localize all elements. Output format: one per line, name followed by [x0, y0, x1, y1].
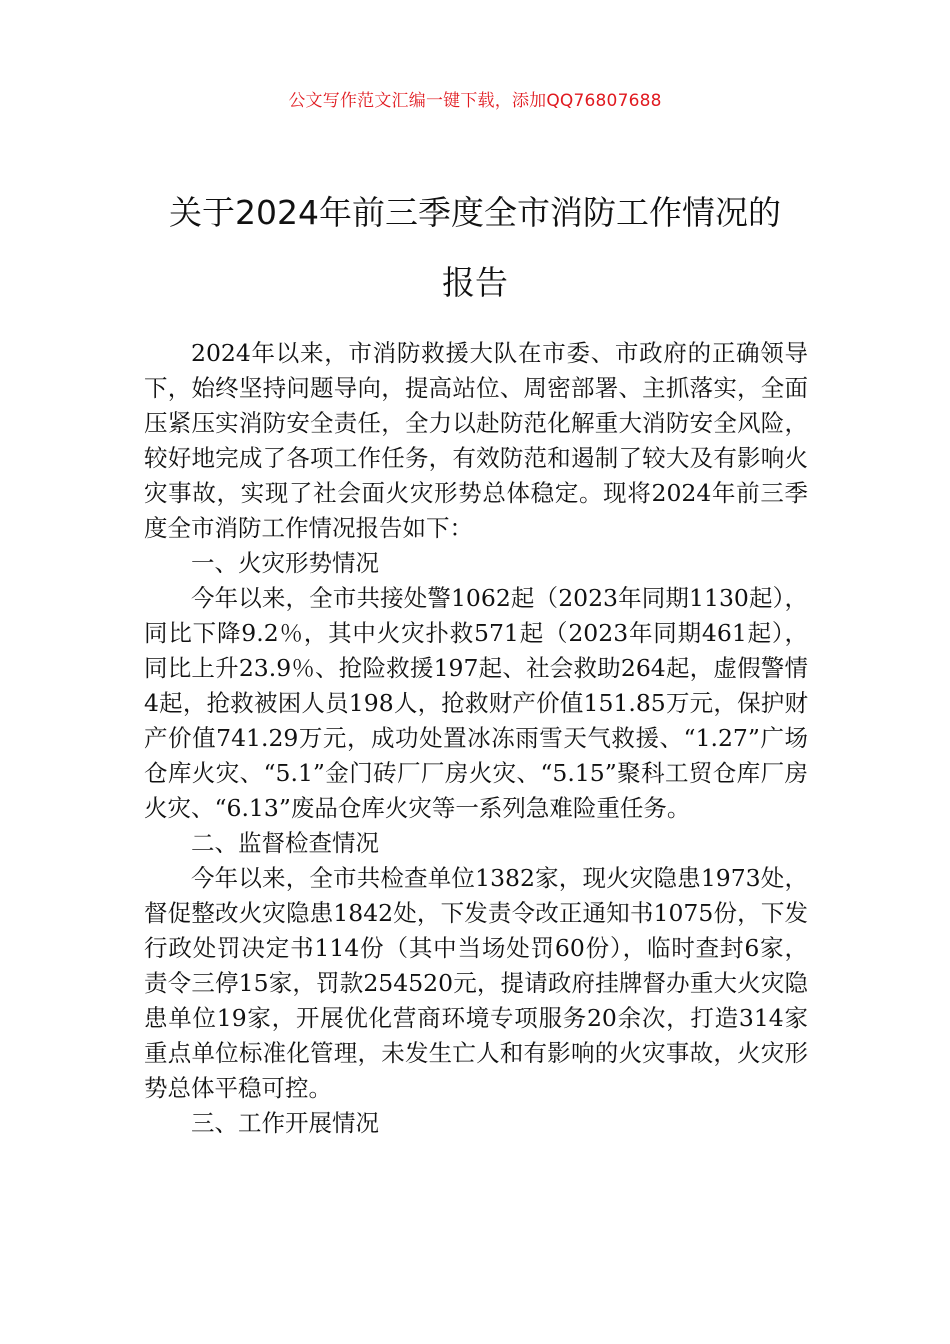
title-line-2: 报告 — [442, 263, 508, 302]
section-heading: 一、火灾形势情况 — [191, 549, 379, 577]
section-heading: 三、工作开展情况 — [191, 1109, 379, 1137]
document-title — [120, 178, 830, 318]
section-paragraph: 今年以来，全市共接处警1062起（2023年同期1130起），同比下降9.2％，其中火灾扑救571起（2023年同期461起），同比上升23.9％、抢险救援197起、社会救助264起，虚假警情4起，抢救被困人员198人，抢救财产价值151.85万元，保护财产价值741.29万元，成功处置冰冻雨雪天气救援、“1.27”广场仓库火灾、“5.1”金门砖厂厂房火灾、“5.15”聚科工贸仓库厂房火灾、“6.13”废品仓库火灾等一系列急难险重任务。 — [144, 584, 808, 822]
document-body — [144, 336, 808, 1141]
section-heading: 二、监督检查情况 — [191, 829, 379, 857]
section-paragraph: 今年以来，全市共检查单位1382家，现火灾隐患1973处，督促整改火灾隐患1842处，下发责令改正通知书1075份，下发行政处罚决定书114份（其中当场处罚60份），临时查封6家，责令三停15家，罚款254520元，提请政府挂牌督办重大火灾隐患单位19家，开展优化营商环境专项服务20余次，打造314家重点单位标准化管理，未发生亡人和有影响的火灾事故，火灾形势总体平稳可控。 — [144, 864, 808, 1102]
intro-paragraph: 2024年以来，市消防救援大队在市委、市政府的正确领导下，始终坚持问题导向，提高站位、周密部署、主抓落实，全面压紧压实消防安全责任，全力以赴防范化解重大消防安全风险，较好地完成了各项工作任务，有效防范和遏制了较大及有影响火灾事故，实现了社会面火灾形势总体稳定。现将2024年前三季度全市消防工作情况报告如下： — [144, 339, 808, 542]
title-line-1: 关于2024年前三季度全市消防工作情况的 — [169, 193, 781, 232]
download-banner: 公文写作范文汇编一键下载，添加QQ76807688 — [288, 91, 662, 111]
